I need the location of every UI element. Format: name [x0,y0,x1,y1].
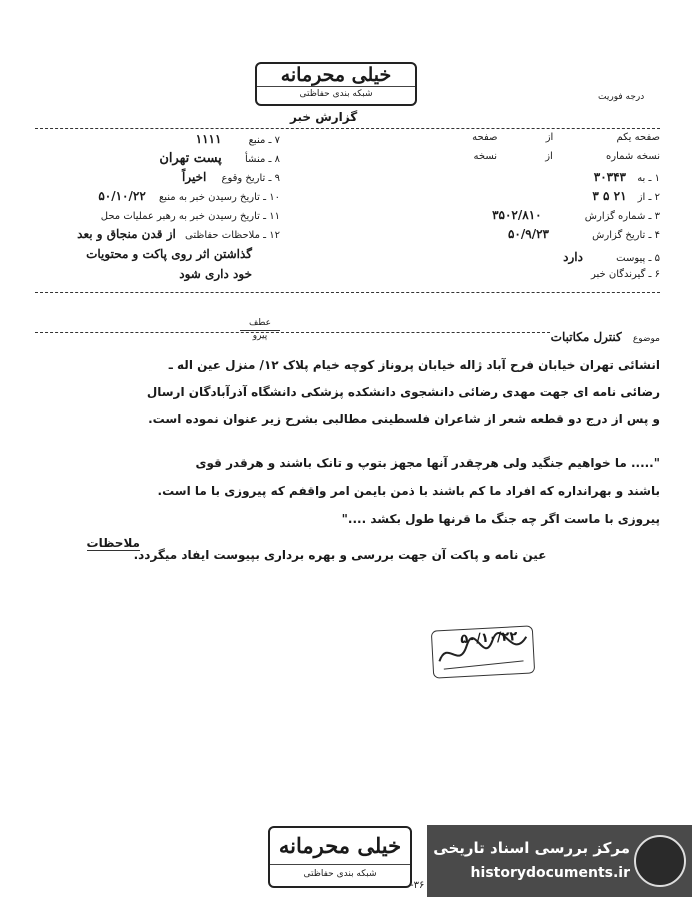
field-label: نسخه شماره [606,151,660,162]
top-stamp-text: خیلی محرمانه [280,64,392,86]
field-value: از قدن منجاق و بعد [77,227,176,241]
subject-label: موضوع [632,334,660,344]
archive-logo [427,825,692,897]
field-value: پست تهران [159,151,222,166]
field-page [472,132,660,143]
top-stamp-subtext: شبکه بندی حفاظتی [257,86,415,101]
field-ops-date [101,208,280,222]
field-label: صفحه یکم [616,132,660,143]
field-source-date [98,189,280,203]
side-note-reference: عطف [248,318,272,328]
logo-title: مرکز بررسی اسناد تاریخی [433,839,630,857]
field-value: ۵۰/۹/۲۳ [507,227,549,241]
field-label: ۳ ـ شماره گزارش [584,211,660,222]
field-report-number [492,208,660,222]
subject-divider [35,332,550,333]
bottom-stamp-subtext: شبکه بندی حفاظتی [270,864,410,883]
field-label: ۱۱ ـ تاریخ رسیدن خبر به رهبر عملیات محل [100,211,280,222]
field-label: ۹ ـ تاریخ وقوع [221,173,280,184]
field-recipients [591,269,660,280]
report-title: گزارش خبر [290,110,358,124]
archive-emblem-icon [634,835,686,887]
bottom-classification-stamp [268,826,412,888]
remarks-label: ملاحظات [86,536,140,550]
field-from [592,189,660,203]
logo-website: historydocuments.ir [470,865,630,881]
urgency-label: درجه فوریت [598,92,645,102]
signature-date: ۵۰/۱۰/۲۲ [459,629,518,648]
field-label: ۲ ـ از [637,192,660,203]
page-number: ۳۶- [410,880,425,891]
field-label: ۵ ـ پیوست [616,253,660,264]
field-value: دارد [563,250,583,264]
side-note-follow-up: پیرو [240,330,280,341]
field-value: ۱۱۱۱ [195,132,222,146]
top-classification-stamp [255,62,417,106]
field-mid: از [545,132,554,143]
field-value: اخیراً [182,170,207,184]
field-mid: از [545,151,553,162]
field-copy-number [474,151,661,162]
field-label: ۸ ـ منشأ [244,154,280,165]
header-divider [35,128,660,129]
field-value: ۳۰۳۴۳ [593,170,626,184]
field-value: ۵۰/۱۰/۲۲ [98,189,146,203]
body-line: باشند و بهرانداره که افراد ما کم باشند با ذمن بایمن امر واقفم که پیروزی با ما است. [157,484,660,498]
field-source [196,132,280,146]
security-notes-line-3: خود داری شود [179,267,252,281]
field-origin [159,151,280,166]
field-label: ۱۲ ـ ملاحظات حفاظتی [185,230,280,241]
field-label: ۱ ـ به [637,173,660,184]
subject-value: کنترل مکاتبات [550,330,622,344]
field-to [594,170,660,184]
fields-divider [35,292,660,293]
body-line: انشائی تهران خیابان فرح آباد ژاله خیابان پروناز کوچه خیام پلاک ۱۲/ منزل عین اله ـ [168,358,660,372]
field-security-notes [77,227,280,241]
field-attachment [563,250,660,264]
field-label: ۷ ـ منبع [248,135,280,146]
field-label: ۴ ـ تاریخ گزارش [592,230,660,241]
signature-stamp [431,625,535,678]
field-value: ۲۱ ۵ ۳ [592,189,627,203]
subject-side-notes [240,318,280,341]
remarks-text: عین نامه و پاکت آن جهت بررسی و بهره برداری بپیوست ایفاد میگردد. [133,548,547,562]
field-value: ۳۵۰۲/۸۱۰ [492,208,542,222]
field-end: نسخه [473,151,498,162]
subject-row [551,326,660,345]
field-label: ۶ ـ گیرندگان خبر [590,269,660,280]
body-line: رضائی نامه ای جهت مهدی رضائی دانشجوی دانشکده پزشکی دانشگاه آذرآبادگان ارسال [146,385,660,399]
security-notes-line-2: گذاشتن اثر روی پاکت و محتویات [86,247,252,261]
field-report-date [508,227,660,241]
field-occurrence-date [182,170,280,184]
body-line: "..... ما خواهیم جنگید ولی هرچقدر آنها مجهز بتوپ و تانک باشند و هرقدر قوی [195,456,660,470]
bottom-stamp-text: خیلی محرمانه [278,833,402,858]
body-line: و پس از درج دو قطعه شعر از شاعران فلسطینی مطالبی بشرح زیر عنوان نموده است. [148,412,660,426]
body-line: پیروزی با ماست اگر چه جنگ ما قرنها طول بکشد ...." [341,512,660,526]
field-label: ۱۰ ـ تاریخ رسیدن خبر به منبع [158,192,280,203]
field-end: صفحه [472,132,498,143]
